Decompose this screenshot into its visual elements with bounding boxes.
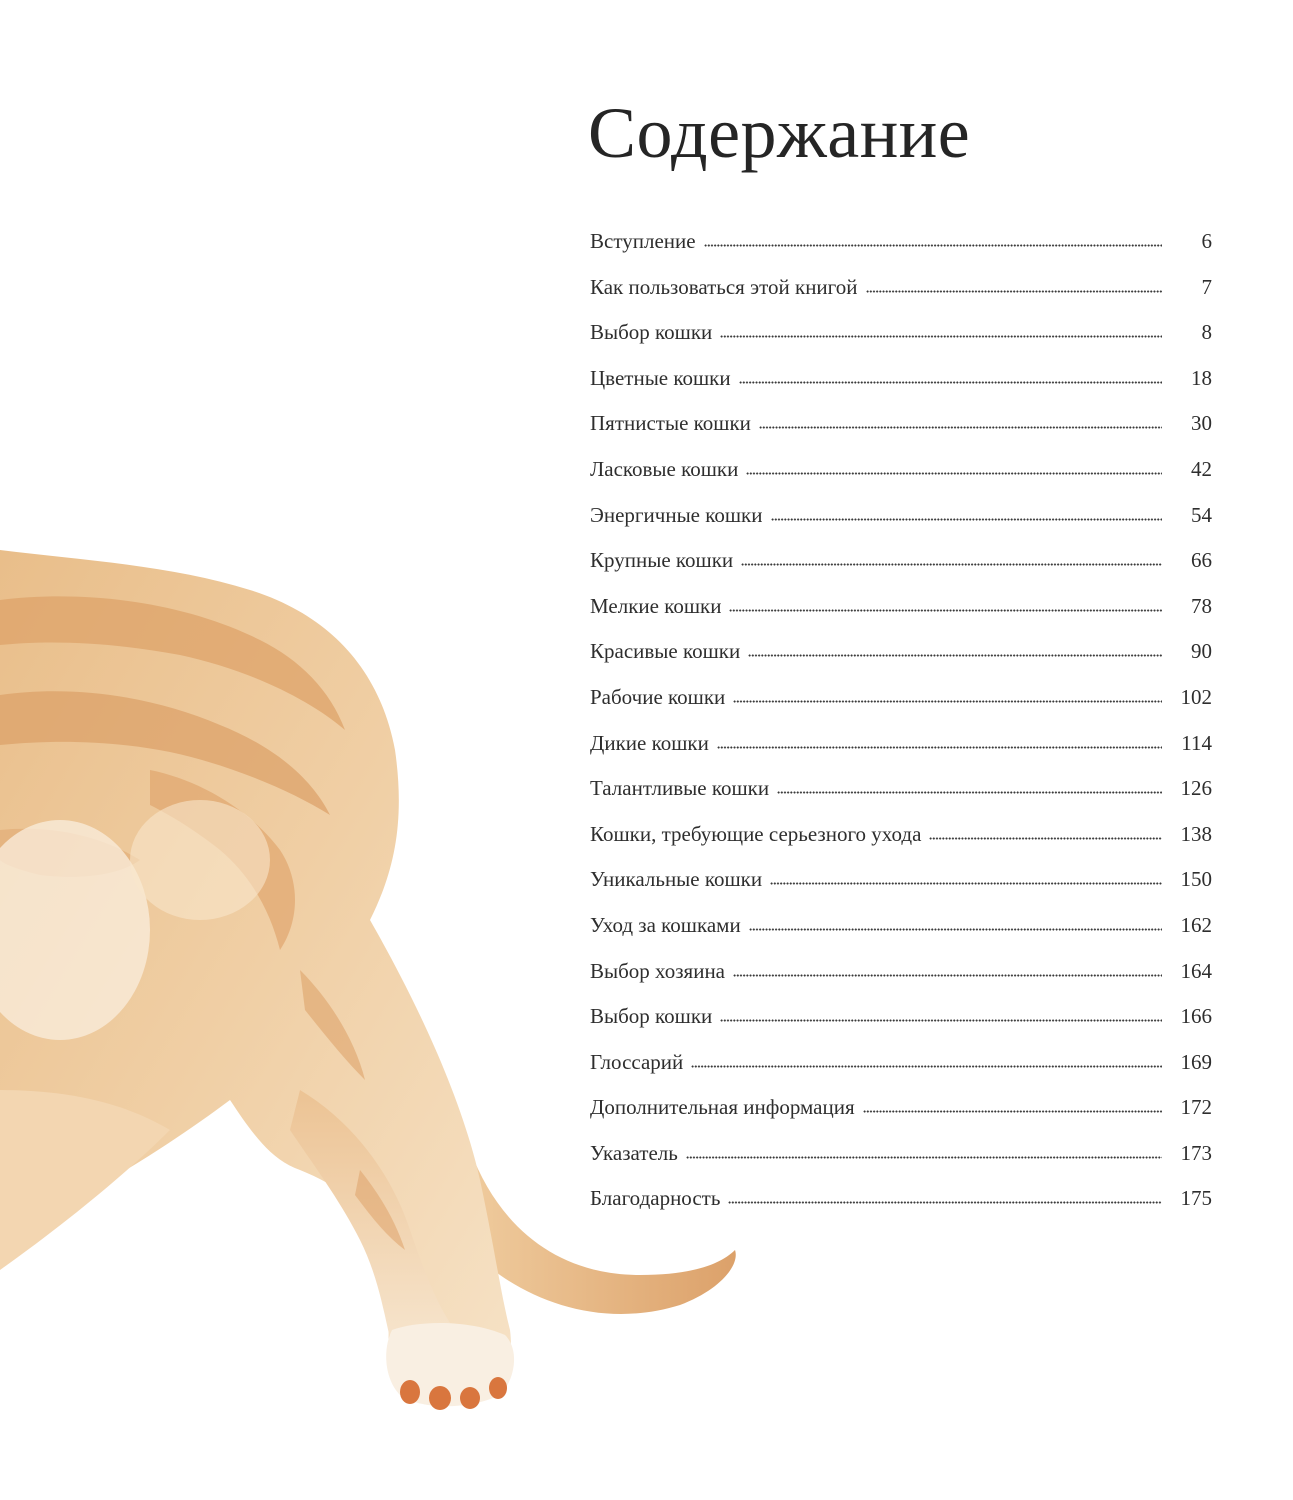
toc-entry-page-number: 175 <box>1180 1186 1212 1211</box>
toc-entry-page-number: 138 <box>1180 821 1212 846</box>
toc-entry-label: Кошки, требующие серьезного ухода <box>590 821 922 846</box>
dot-leader <box>686 1156 1162 1159</box>
toc-entry-label: Талантливые кошки <box>590 776 770 801</box>
toc-entry[interactable] <box>590 639 1212 685</box>
toc-entry[interactable] <box>590 411 1212 457</box>
toc-entry-page-number: 30 <box>1191 411 1212 436</box>
toc-entry-label: Выбор хозяина <box>590 958 726 983</box>
dot-leader <box>741 563 1162 566</box>
toc-entry-page-number: 90 <box>1191 639 1212 664</box>
fur-light-patch <box>130 800 270 920</box>
toc-entry-label: Уникальные кошки <box>590 867 763 892</box>
toc-entry-page-number: 173 <box>1180 1140 1212 1165</box>
toc-entry[interactable] <box>590 320 1212 366</box>
dot-leader <box>717 746 1162 749</box>
toc-entry[interactable] <box>590 685 1212 731</box>
toc-entry-page-number: 66 <box>1191 548 1212 573</box>
dot-leader <box>720 1019 1162 1022</box>
dot-leader <box>739 381 1162 384</box>
toc-entry-page-number: 42 <box>1191 456 1212 481</box>
toc-entry-label: Вступление <box>590 229 696 253</box>
dot-leader <box>704 244 1162 247</box>
dot-leader <box>733 974 1162 977</box>
toc-entry-page-number: 114 <box>1181 730 1212 755</box>
toc-entry-page-number: 8 <box>1201 320 1212 345</box>
dot-leader <box>770 882 1162 885</box>
toc-entry-page-number: 6 <box>1201 229 1212 253</box>
dot-leader <box>777 791 1162 794</box>
toc-entry[interactable] <box>590 1186 1212 1232</box>
toc-entry-page-number: 150 <box>1180 867 1212 892</box>
toc-entry[interactable] <box>590 1141 1212 1187</box>
toc-entry-label: Мелкие кошки <box>590 593 722 618</box>
dot-leader <box>771 518 1162 521</box>
toc-entry-page-number: 169 <box>1180 1049 1212 1074</box>
toc-entry[interactable] <box>590 1004 1212 1050</box>
dot-leader <box>729 609 1162 612</box>
toc-entry[interactable] <box>590 275 1212 321</box>
toc-entry[interactable] <box>590 731 1212 777</box>
toc-entry-page-number: 166 <box>1180 1004 1212 1029</box>
toc-entry-label: Благодарность <box>590 1186 721 1211</box>
toc-entry-label: Выбор кошки <box>590 1004 713 1029</box>
dot-leader <box>749 928 1162 931</box>
dot-leader <box>733 700 1162 703</box>
toc-entry[interactable] <box>590 959 1212 1005</box>
toc-entry[interactable] <box>590 913 1212 959</box>
toc-entry[interactable] <box>590 548 1212 594</box>
paw-pad <box>460 1387 480 1409</box>
dot-leader <box>759 426 1162 429</box>
toc-entry[interactable] <box>590 594 1212 640</box>
paw-pad <box>400 1380 420 1404</box>
toc-entry-page-number: 126 <box>1180 776 1212 801</box>
dot-leader <box>863 1110 1162 1113</box>
toc-entry-label: Энергичные кошки <box>590 502 763 527</box>
toc-entry-page-number: 18 <box>1191 365 1212 390</box>
toc-entry-label: Дополнительная информация <box>590 1095 855 1120</box>
toc-entry-page-number: 162 <box>1180 912 1212 937</box>
toc-entry-page-number: 102 <box>1180 684 1212 709</box>
toc-entry-label: Глоссарий <box>590 1049 684 1074</box>
toc-entry-page-number: 78 <box>1191 593 1212 618</box>
dot-leader <box>746 472 1162 475</box>
cat-leg-back <box>0 1090 170 1270</box>
toc-entry-page-number: 54 <box>1191 502 1212 527</box>
toc-entry-label: Дикие кошки <box>590 730 709 755</box>
toc-entry-label: Цветные кошки <box>590 365 731 390</box>
toc-entry-label: Ласковые кошки <box>590 456 739 481</box>
toc-entry[interactable] <box>590 229 1212 275</box>
toc-entry[interactable] <box>590 1050 1212 1096</box>
toc-entry-page-number: 164 <box>1180 958 1212 983</box>
toc-entry[interactable] <box>590 366 1212 412</box>
toc-entry-page-number: 172 <box>1180 1095 1212 1120</box>
dot-leader <box>691 1065 1162 1068</box>
toc-entry-label: Уход за кошками <box>590 912 741 937</box>
paw-pad <box>489 1377 507 1399</box>
toc-entry-label: Красивые кошки <box>590 639 741 664</box>
toc-entry[interactable] <box>590 822 1212 868</box>
toc-entry-label: Как пользоваться этой книгой <box>590 274 858 299</box>
toc-entry[interactable] <box>590 457 1212 503</box>
dot-leader <box>748 654 1162 657</box>
toc-entry-page-number: 7 <box>1201 274 1212 299</box>
toc-entry[interactable] <box>590 776 1212 822</box>
toc-entry-label: Указатель <box>590 1140 678 1165</box>
page-title: Содержание <box>588 93 971 173</box>
toc-entry-label: Рабочие кошки <box>590 684 726 709</box>
paw-pad <box>429 1386 451 1410</box>
dot-leader <box>866 290 1162 293</box>
toc-entry-label: Выбор кошки <box>590 320 713 345</box>
toc-entry[interactable] <box>590 1095 1212 1141</box>
toc-entry-label: Крупные кошки <box>590 548 734 573</box>
dot-leader <box>720 335 1162 338</box>
toc-entry[interactable] <box>590 867 1212 913</box>
dot-leader <box>728 1201 1162 1204</box>
toc-entry[interactable] <box>590 503 1212 549</box>
dot-leader <box>929 837 1162 840</box>
table-of-contents <box>590 229 1212 1232</box>
toc-entry-label: Пятнистые кошки <box>590 411 751 436</box>
